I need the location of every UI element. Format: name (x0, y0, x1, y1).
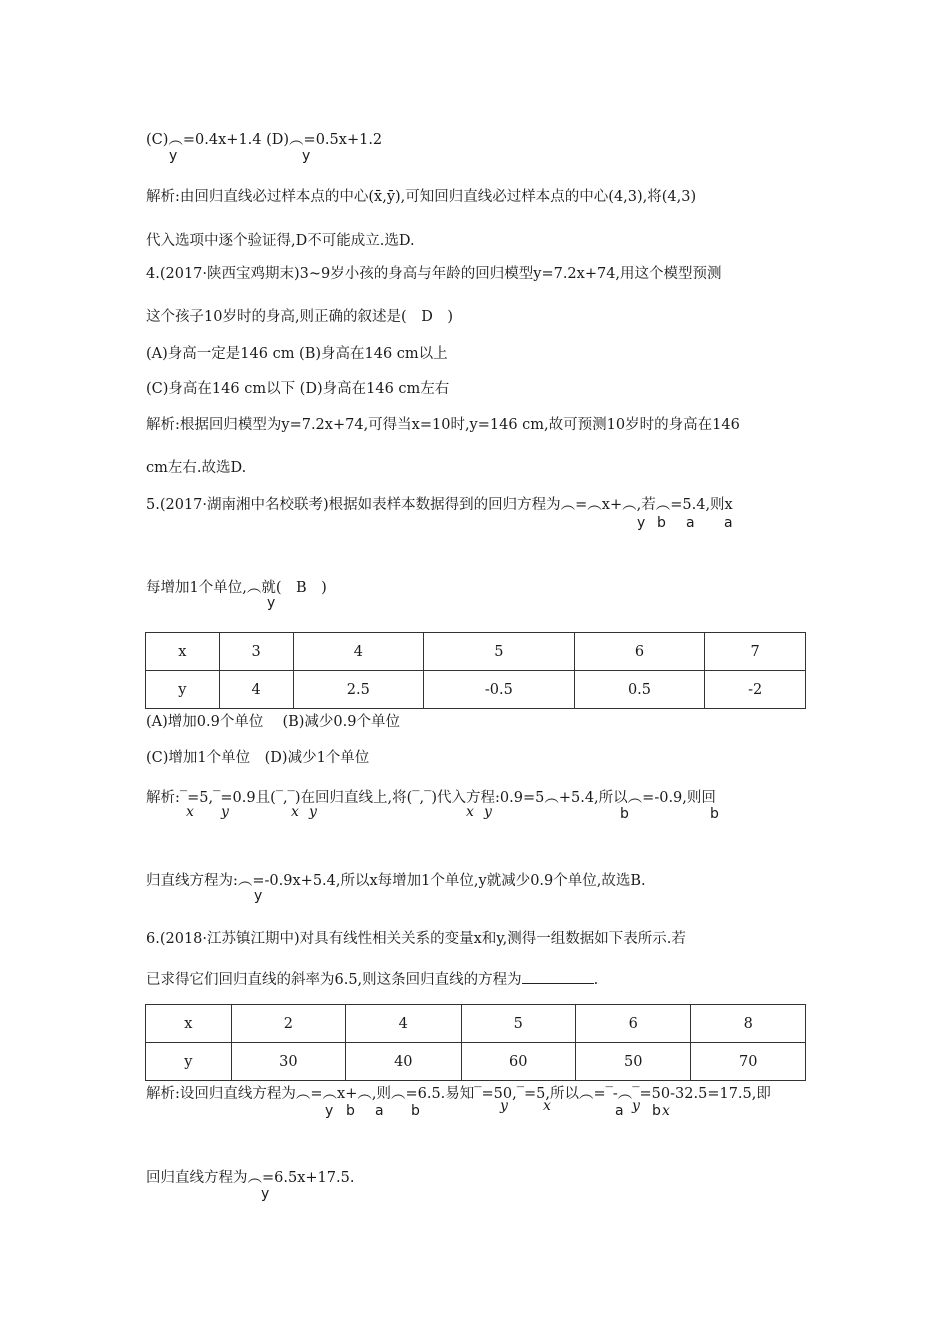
table-cell: 4 (346, 1005, 461, 1043)
bar-y-sub: y (632, 1098, 640, 1114)
hat-b-sub: b (620, 806, 629, 822)
table-row (146, 1005, 806, 1043)
table-cell: -2 (705, 671, 806, 709)
hat-y-sub: y (254, 888, 263, 904)
hat-a-sub: a (615, 1103, 624, 1119)
table-cell: 4 (219, 671, 293, 709)
hat-y-sub: y (302, 148, 311, 164)
question-4-line2: 这个孩子10岁时的身高,则正确的叙述是( D ) (146, 309, 453, 325)
hat-y-sub: y (169, 148, 178, 164)
bar-x-sub: x (466, 804, 474, 820)
table-row (146, 633, 806, 671)
hat-a-sub: a (686, 515, 695, 531)
table-cell: 2 (231, 1005, 345, 1043)
hat-b-sub: b (411, 1103, 420, 1119)
question-5-options-ab: (A)增加0.9个单位 (B)减少0.9个单位 (146, 714, 400, 730)
bar-y-sub: y (221, 804, 229, 820)
table-cell: 8 (691, 1005, 806, 1043)
table-cell: y (146, 1043, 232, 1081)
options-c-d-text: (C)︵=0.4x+1.4 (D)︵=0.5x+1.2 (146, 132, 383, 148)
table-cell: 40 (346, 1043, 461, 1081)
analysis-q3-line2: 代入选项中逐个验证得,D不可能成立.选D. (146, 233, 415, 249)
bar-x-sub: x (186, 804, 194, 820)
table-cell: 6 (574, 633, 705, 671)
hat-a-sub: a (724, 515, 733, 531)
hat-y-sub: y (637, 515, 646, 531)
table-row (146, 1043, 806, 1081)
bar-x-sub: x (662, 1103, 670, 1119)
question-5-line1: 5.(2017·湖南湘中名校联考)根据如表样本数据得到的回归方程为︵=︵x+︵,若︵=5.4,则x (146, 497, 733, 513)
hat-a-sub: a (375, 1103, 384, 1119)
table-cell: y (146, 671, 220, 709)
bar-x-sub: x (543, 1098, 551, 1114)
question-6-line2 (146, 969, 598, 990)
table-row (146, 671, 806, 709)
answer-blank[interactable] (522, 969, 594, 984)
analysis-q4-line2: cm左右.故选D. (146, 460, 247, 476)
table-cell: x (146, 1005, 232, 1043)
analysis-q3-line1: 解析:由回归直线必过样本点的中心(x̄,ȳ),可知回归直线必过样本点的中心(4,3),将(4,3) (146, 189, 697, 205)
question-5-options-cd: (C)增加1个单位 (D)减少1个单位 (146, 750, 370, 766)
table-cell: -0.5 (424, 671, 575, 709)
analysis-q4-line1: 解析:根据回归模型为y=7.2x+74,可得当x=10时,y=146 cm,故可预测10岁时的身高在146 (146, 417, 740, 433)
hat-y-sub: y (325, 1103, 334, 1119)
analysis-q5-line1: 解析:‾=5,‾=0.9且(‾,‾)在回归直线上,将(‾,‾)代入方程:0.9=5︵+5.4,所以︵=-0.9,则回 (146, 790, 716, 806)
hat-b-sub: b (346, 1103, 355, 1119)
question-6-line1: 6.(2018·江苏镇江期中)对具有线性相关关系的变量x和y,测得一组数据如下表所示.若 (146, 931, 686, 947)
table-cell: 2.5 (293, 671, 424, 709)
bar-y-sub: y (309, 804, 317, 820)
bar-y-sub: y (484, 804, 492, 820)
table-cell: 30 (231, 1043, 345, 1081)
question-5-line2: 每增加1个单位,︵就( B ) (146, 580, 327, 596)
table-cell: 0.5 (574, 671, 705, 709)
data-table-q6 (145, 1004, 806, 1081)
question-4-options-ab: (A)身高一定是146 cm (B)身高在146 cm以上 (146, 346, 448, 362)
table-cell: 4 (293, 633, 424, 671)
table-cell: 60 (461, 1043, 575, 1081)
analysis-q6-line2: 回归直线方程为︵=6.5x+17.5. (146, 1170, 355, 1186)
analysis-q5-line2: 归直线方程为:︵=-0.9x+5.4,所以x每增加1个单位,y就减少0.9个单位,故选B. (146, 873, 646, 889)
table-cell: 70 (691, 1043, 806, 1081)
analysis-q6-line1: 解析:设回归直线方程为︵=︵x+︵,则︵=6.5.易知‾=50,‾=5,所以︵=‾-︵‾=50-32.5=17.5,即 (146, 1086, 771, 1102)
table-cell: 7 (705, 633, 806, 671)
hat-y-sub: y (267, 595, 276, 611)
question-6-text: 已求得它们回归直线的斜率为6.5,则这条回归直线的方程为 (146, 972, 522, 988)
hat-y-sub: y (261, 1186, 270, 1202)
options-c-d (146, 130, 382, 150)
table-cell: 5 (424, 633, 575, 671)
table-cell: x (146, 633, 220, 671)
table-cell: 50 (576, 1043, 691, 1081)
table-cell: 3 (219, 633, 293, 671)
table-cell: 6 (576, 1005, 691, 1043)
hat-b-sub: b (657, 515, 666, 531)
hat-b-sub: b (710, 806, 719, 822)
bar-y-sub: y (500, 1098, 508, 1114)
question-6-period: . (593, 972, 599, 988)
bar-x-sub: x (291, 804, 299, 820)
question-4-options-cd: (C)身高在146 cm以下 (D)身高在146 cm左右 (146, 381, 450, 397)
table-cell: 5 (461, 1005, 575, 1043)
question-4-line1: 4.(2017·陕西宝鸡期末)3~9岁小孩的身高与年龄的回归模型y=7.2x+74,用这个模型预测 (146, 266, 722, 282)
data-table-q5 (145, 632, 806, 709)
hat-b-sub: b (652, 1103, 661, 1119)
